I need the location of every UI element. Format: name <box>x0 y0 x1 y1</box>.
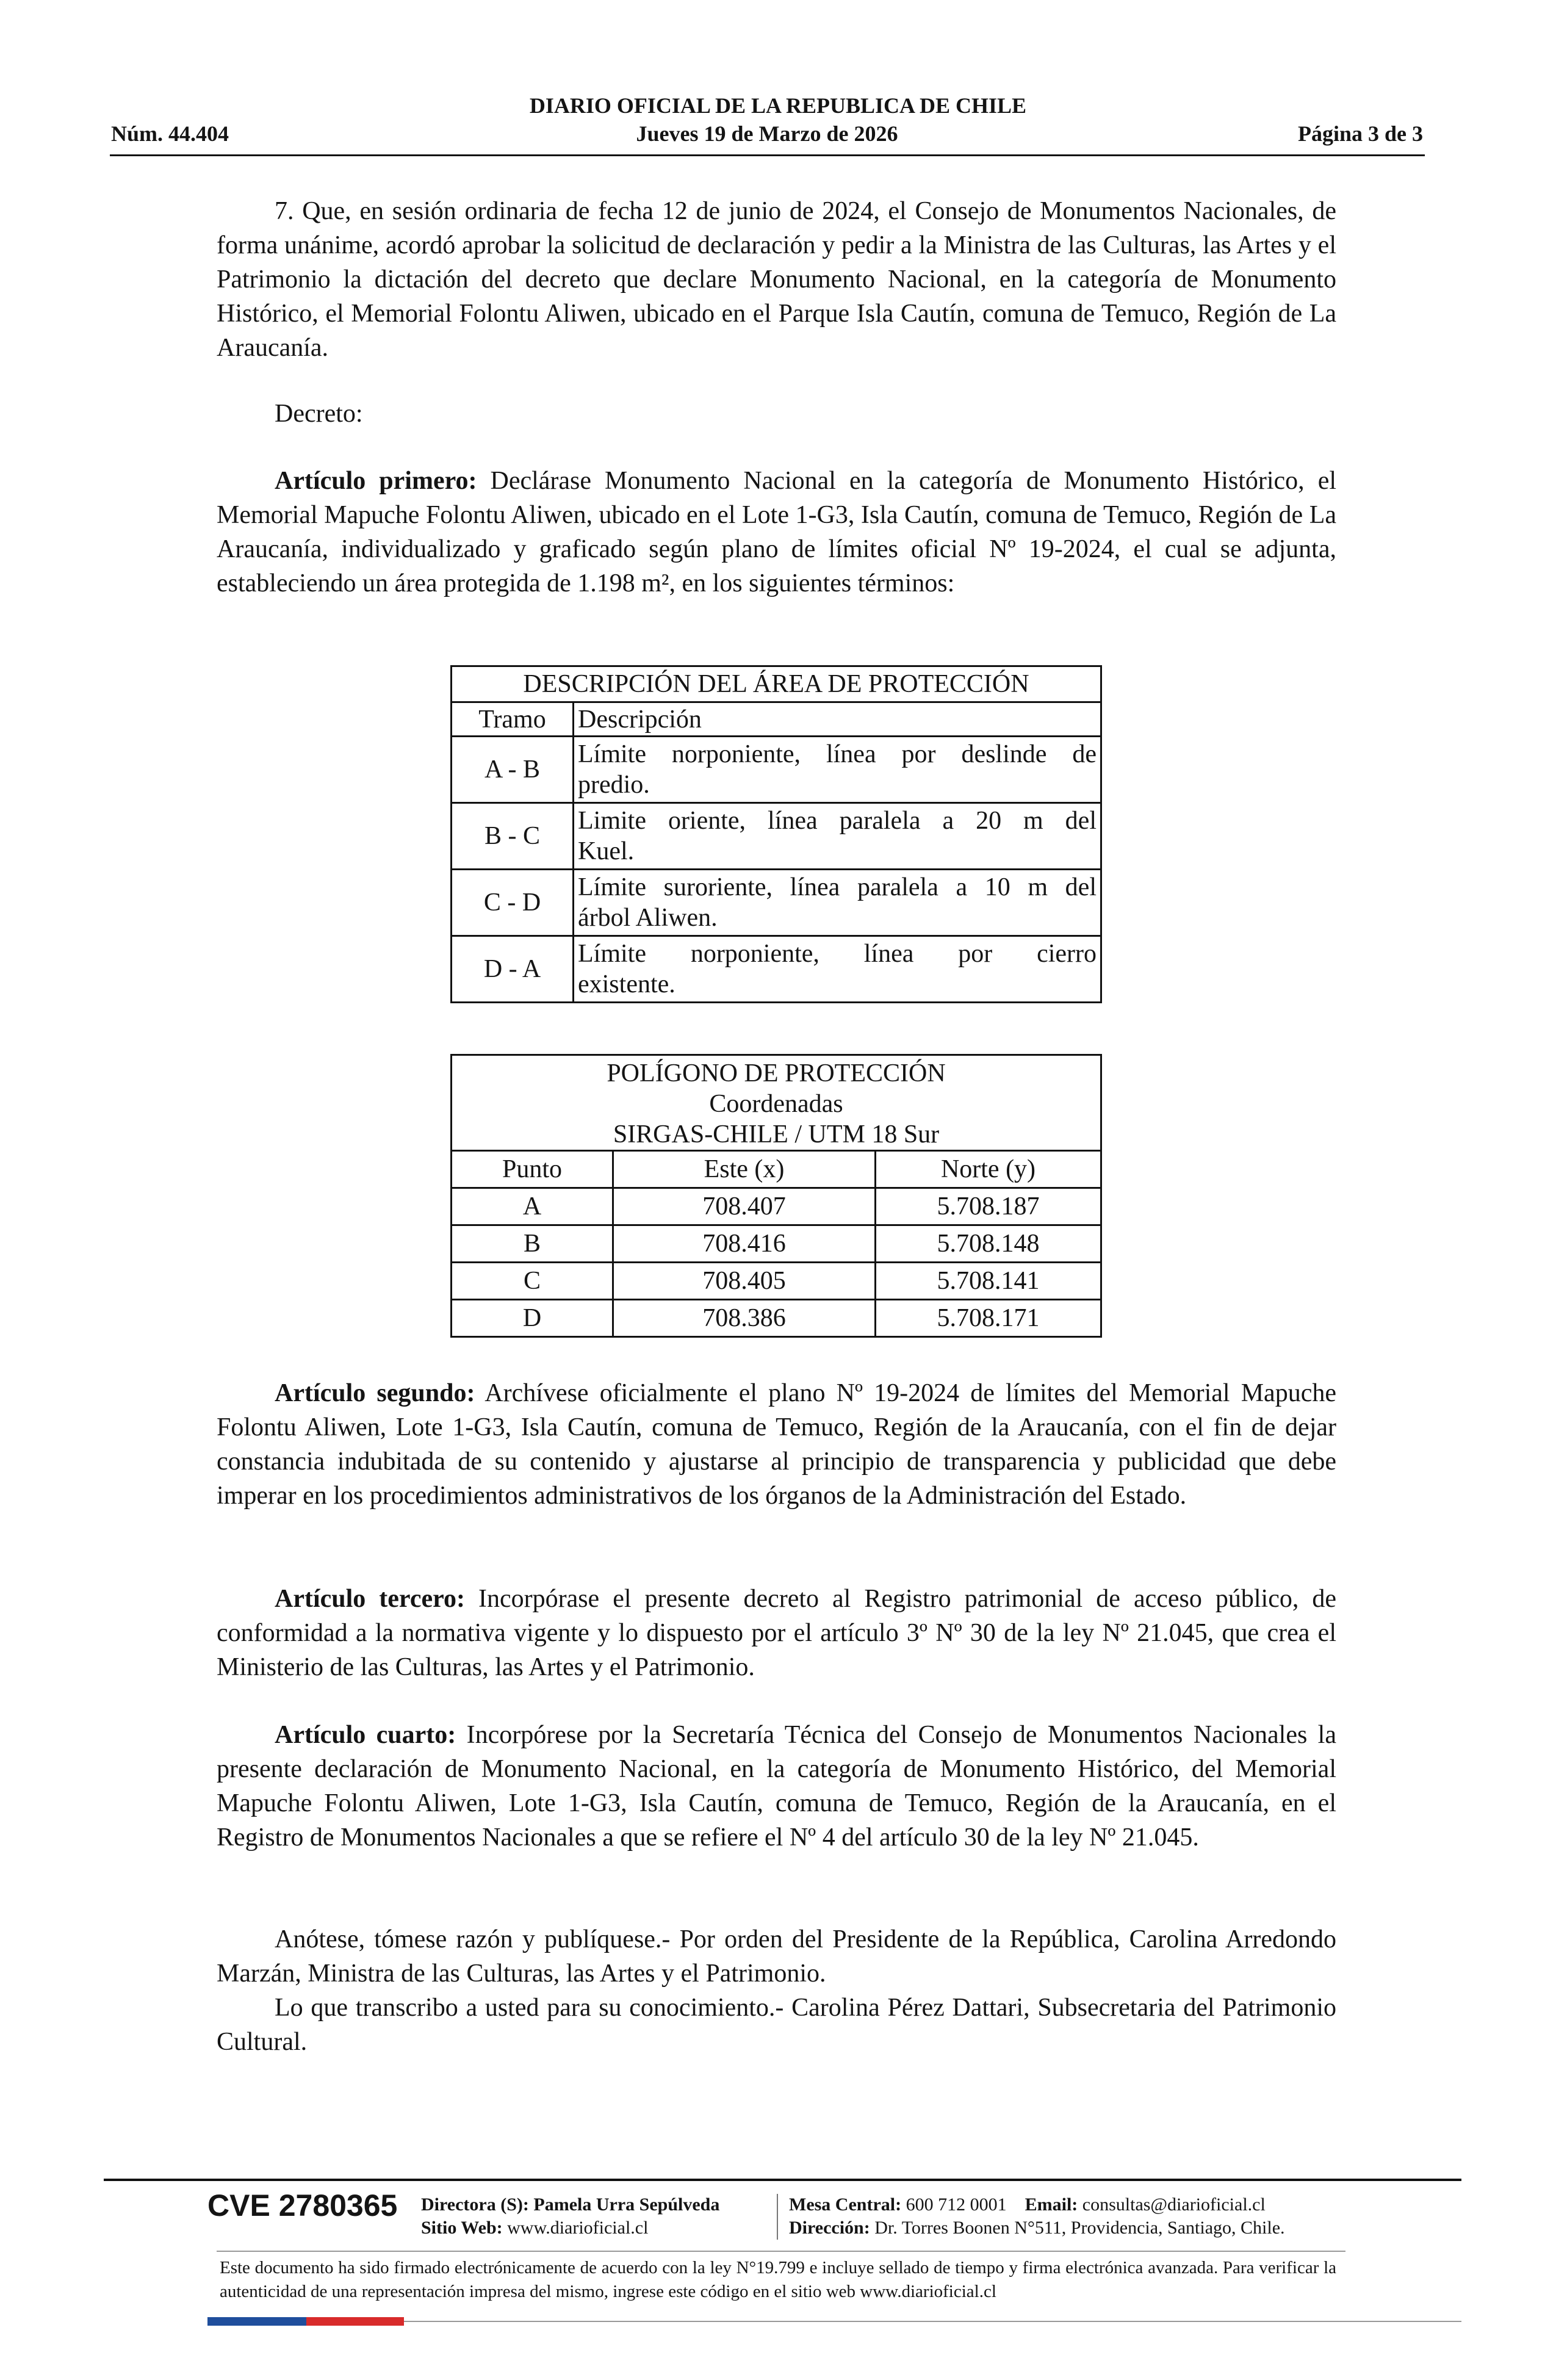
phone-value: 600 712 0001 <box>906 2194 1007 2215</box>
transcription-paragraph: Lo que transcribo a usted para su conocimiento.- Carolina Pérez Dattari, Subsecretaria del Patrimonio Cultural. <box>217 1994 1336 2056</box>
tramo-cell: D - A <box>452 936 574 1003</box>
norte-cell: 5.708.171 <box>876 1300 1101 1337</box>
article-second <box>217 1376 1336 1513</box>
article-third-label: Artículo tercero: <box>275 1585 465 1613</box>
table-row <box>452 936 1101 1003</box>
table-row <box>452 1188 1101 1225</box>
article-fourth-text: Incorpórese por la Secretaría Técnica del Consejo de Monumentos Nacionales la presente declaración de Monumento Nacional, en la categoría de Monumento Histórico, del Memorial Mapuche Folontu Aliwen, Lote 1-G3, Isla Cautín, comuna de Temuco, Región de la Araucanía, en el Registro de Monumentos Nacionales a que se refiere el Nº 4 del artículo 30 de la ley Nº 21.045. <box>217 1721 1336 1852</box>
footer-contact-block <box>789 2193 1285 2240</box>
col-header-norte: Norte (y) <box>876 1151 1101 1188</box>
article-first-label: Artículo primero: <box>275 467 477 495</box>
tramo-cell: B - C <box>452 803 574 870</box>
article-second-text: Archívese oficialmente el plano Nº 19-2024 de límites del Memorial Mapuche Folontu Aliwen, Lote 1-G3, Isla Cautín, comuna de Temuco, Región de la Araucanía, con el fin de dejar constancia indubitada de su contenido y ajustarse al principio de transparencia y publicidad que debe imperar en los procedimientos administrativos de los órganos de la Administración del Estado. <box>217 1379 1336 1510</box>
footer-divider <box>104 2179 1461 2181</box>
issue-number: Núm. 44.404 <box>111 121 229 146</box>
description-line: predio. <box>578 771 650 799</box>
col-header-este: Este (x) <box>613 1151 876 1188</box>
punto-cell: A <box>452 1188 613 1225</box>
email-link[interactable]: consultas@diarioficial.cl <box>1082 2194 1266 2215</box>
table-row <box>452 803 1101 870</box>
flag-stripe-blue <box>207 2317 306 2326</box>
protection-area-table <box>450 665 1102 1003</box>
director-name: Pamela Urra Sepúlveda <box>533 2194 720 2215</box>
norte-cell: 5.708.141 <box>876 1263 1101 1300</box>
este-cell: 708.407 <box>613 1188 876 1225</box>
email-label: Email: <box>1025 2194 1078 2215</box>
closing-paragraph: Anótese, tómese razón y publíquese.- Por orden del Presidente de la República, Carolina Arredondo Marzán, Ministra de las Culturas, las Artes y el Patrimonio. <box>217 1925 1336 1988</box>
description-line: Kuel. <box>578 837 635 865</box>
footer-note-divider <box>217 2251 1345 2252</box>
phone-label: Mesa Central: <box>789 2194 902 2215</box>
polygon-caption-subtitle: Coordenadas <box>709 1090 843 1118</box>
issue-date: Jueves 19 de Marzo de 2026 <box>636 121 898 146</box>
article-third <box>217 1582 1336 1684</box>
description-cell <box>574 936 1101 1003</box>
website-label: Sitio Web: <box>421 2218 503 2238</box>
decreto-label: Decreto: <box>275 400 363 428</box>
paragraph-7: 7. Que, en sesión ordinaria de fecha 12 de junio de 2024, el Consejo de Monumentos Nacionales, de forma unánime, acordó aprobar la solicitud de declaración y pedir a la Ministra de las Culturas, las Artes y el Patrimonio la dictación del decreto que declare Monumento Nacional, en la categoría de Monumento Histórico, el Memorial Folontu Aliwen, ubicado en el Parque Isla Cautín, comuna de Temuco, Región de La Araucanía. <box>217 197 1336 362</box>
article-third-text: Incorpórase el presente decreto al Registro patrimonial de acceso público, de conformidad a la normativa vigente y lo dispuesto por el artículo 3º Nº 30 de la ley Nº 21.045, que crea el Ministerio de las Culturas, las Artes y el Patrimonio. <box>217 1585 1336 1681</box>
director-label: Directora (S): <box>421 2194 529 2215</box>
masthead-title: DIARIO OFICIAL DE LA REPUBLICA DE CHILE <box>529 93 1027 118</box>
description-line: Límite norponiente, línea por deslinde de <box>578 740 1097 768</box>
table-row <box>452 1225 1101 1263</box>
article-second-label: Artículo segundo: <box>275 1379 475 1407</box>
norte-cell: 5.708.187 <box>876 1188 1101 1225</box>
table-row <box>452 870 1101 936</box>
footer-director-block <box>421 2193 719 2240</box>
article-fourth-label: Artículo cuarto: <box>275 1721 456 1749</box>
table-row <box>452 1263 1101 1300</box>
footer-column-separator <box>777 2194 778 2240</box>
description-line: árbol Aliwen. <box>578 904 718 932</box>
masthead-row <box>111 121 1423 148</box>
col-header-punto: Punto <box>452 1151 613 1188</box>
este-cell: 708.416 <box>613 1225 876 1263</box>
address-label: Dirección: <box>789 2218 870 2238</box>
cve-code: CVE 2780365 <box>207 2188 398 2223</box>
website-link[interactable]: www.diarioficial.cl <box>507 2218 649 2238</box>
signature-note: Este documento ha sido firmado electrónicamente de acuerdo con la ley N°19.799 e incluye sellado de tiempo y firma electrónica avanzada. Para verificar la autenticidad de una representación impresa del mismo, ingrese este código en el sitio web www.diarioficial.cl <box>220 2258 1336 2301</box>
punto-cell: C <box>452 1263 613 1300</box>
este-cell: 708.405 <box>613 1263 876 1300</box>
polygon-caption-datum: SIRGAS-CHILE / UTM 18 Sur <box>613 1120 940 1149</box>
tramo-cell: C - D <box>452 870 574 936</box>
polygon-caption-title: POLÍGONO DE PROTECCIÓN <box>607 1059 946 1087</box>
punto-cell: D <box>452 1300 613 1337</box>
description-cell <box>574 803 1101 870</box>
table-row <box>452 737 1101 803</box>
protection-area-caption: DESCRIPCIÓN DEL ÁREA DE PROTECCIÓN <box>452 666 1101 702</box>
flag-stripe-line <box>404 2321 1461 2322</box>
article-first <box>217 464 1336 600</box>
flag-stripe-red <box>306 2317 404 2326</box>
description-line: Limite oriente, línea paralela a 20 m del <box>578 807 1097 835</box>
description-cell <box>574 870 1101 936</box>
col-header-tramo: Tramo <box>452 702 574 737</box>
tramo-cell: A - B <box>452 737 574 803</box>
article-fourth <box>217 1718 1336 1855</box>
description-line: Límite norponiente, línea por cierro <box>578 940 1097 968</box>
address-value: Dr. Torres Boonen N°511, Providencia, Santiago, Chile. <box>874 2218 1285 2238</box>
norte-cell: 5.708.148 <box>876 1225 1101 1263</box>
description-line: Límite suroriente, línea paralela a 10 m del <box>578 873 1097 901</box>
page-number: Página 3 de 3 <box>1297 121 1423 146</box>
polygon-caption <box>452 1055 1101 1151</box>
punto-cell: B <box>452 1225 613 1263</box>
header-divider <box>110 154 1425 156</box>
polygon-coordinates-table <box>450 1054 1102 1338</box>
description-cell <box>574 737 1101 803</box>
article-first-text: Declárase Monumento Nacional en la categoría de Monumento Histórico, el Memorial Mapuche Folontu Aliwen, ubicado en el Lote 1-G3, Isla Cautín, comuna de Temuco, Región de La Araucanía, individualizado y graficado según plano de límites oficial Nº 19-2024, el cual se adjunta, estableciendo un área protegida de 1.198 m², en los siguientes términos: <box>217 467 1336 597</box>
description-line: existente. <box>578 970 675 998</box>
col-header-descripcion: Descripción <box>574 702 1101 737</box>
table-row <box>452 1300 1101 1337</box>
este-cell: 708.386 <box>613 1300 876 1337</box>
